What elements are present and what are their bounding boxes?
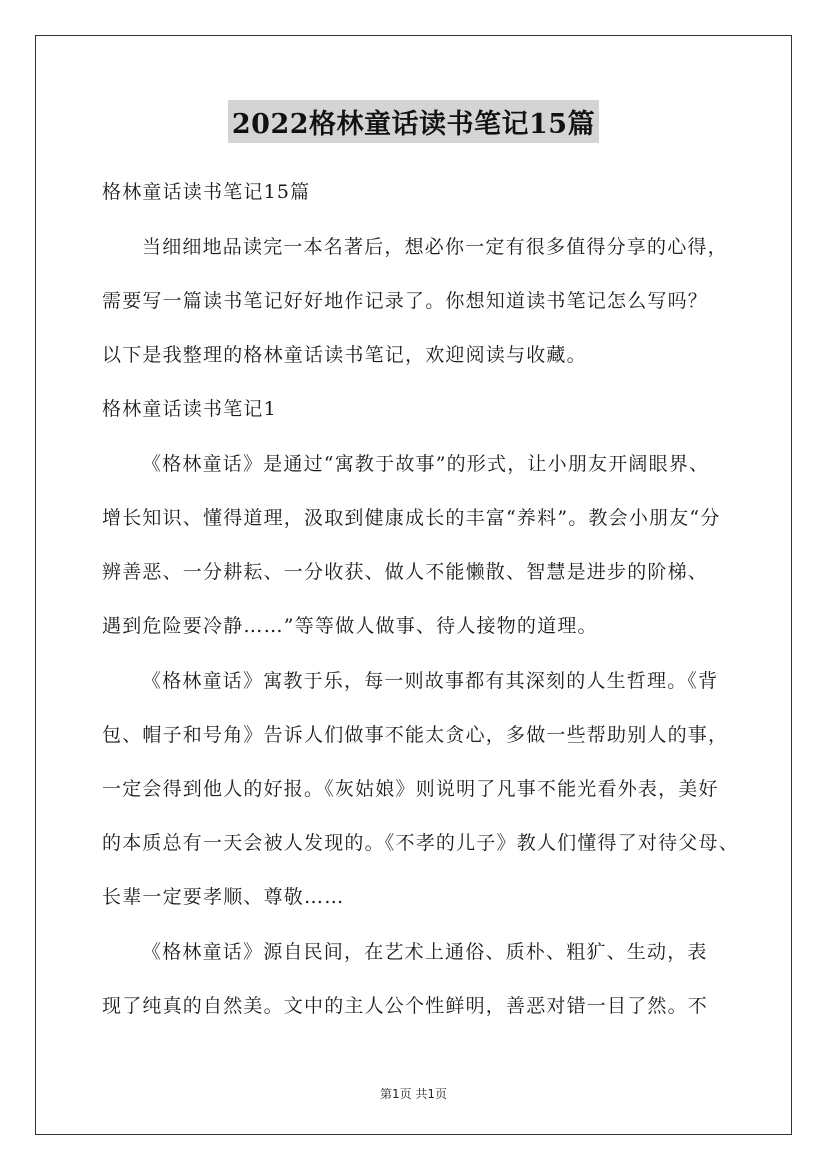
paragraph3-line: 现了纯真的自然美。文中的主人公个性鲜明，善恶对错一目了然。不 xyxy=(102,995,709,1017)
page-number-footer: 第1页 共1页 xyxy=(379,1087,448,1101)
paragraph2-line: 一定会得到他人的好报。《灰姑娘》则说明了凡事不能光看外表，美好 xyxy=(102,778,719,800)
paragraph2-line: 长辈一定要孝顺、尊敬…… xyxy=(102,886,345,908)
paragraph1-line: 辨善恶、一分耕耘、一分收获、做人不能懒散、智慧是进步的阶梯、 xyxy=(102,561,709,583)
document-title: 2022格林童话读书笔记15篇 xyxy=(228,100,599,143)
paragraph1-line: 遇到危险要冷静……”等等做人做事、待人接物的道理。 xyxy=(102,615,598,637)
paragraph2-line: 《格林童话》寓教于乐，每一则故事都有其深刻的人生哲理。《背 xyxy=(142,670,719,692)
paragraph2-line: 的本质总有一天会被人发现的。《不孝的儿子》教人们懂得了对待父母、 xyxy=(102,832,739,854)
intro-line: 以下是我整理的格林童话读书笔记，欢迎阅读与收藏。 xyxy=(102,344,587,366)
section-heading: 格林童话读书笔记1 xyxy=(102,398,277,420)
title-container xyxy=(0,100,827,143)
paragraph1-line: 《格林童话》是通过“寓教于故事”的形式，让小朋友开阔眼界、 xyxy=(142,453,710,475)
paragraph3-line: 《格林童话》源自民间，在艺术上通俗、质朴、粗犷、生动，表 xyxy=(142,941,708,963)
document-subtitle: 格林童话读书笔记15篇 xyxy=(102,181,311,203)
intro-line: 需要写一篇读书笔记好好地作记录了。你想知道读书笔记怎么写吗？ xyxy=(102,290,709,312)
paragraph1-line: 增长知识、懂得道理，汲取到健康成长的丰富“养料”。教会小朋友“分 xyxy=(102,507,721,529)
intro-line: 当细细地品读完一本名著后，想必你一定有很多值得分享的心得， xyxy=(142,236,728,258)
paragraph2-line: 包、帽子和号角》告诉人们做事不能太贪心，多做一些帮助别人的事， xyxy=(102,724,729,746)
